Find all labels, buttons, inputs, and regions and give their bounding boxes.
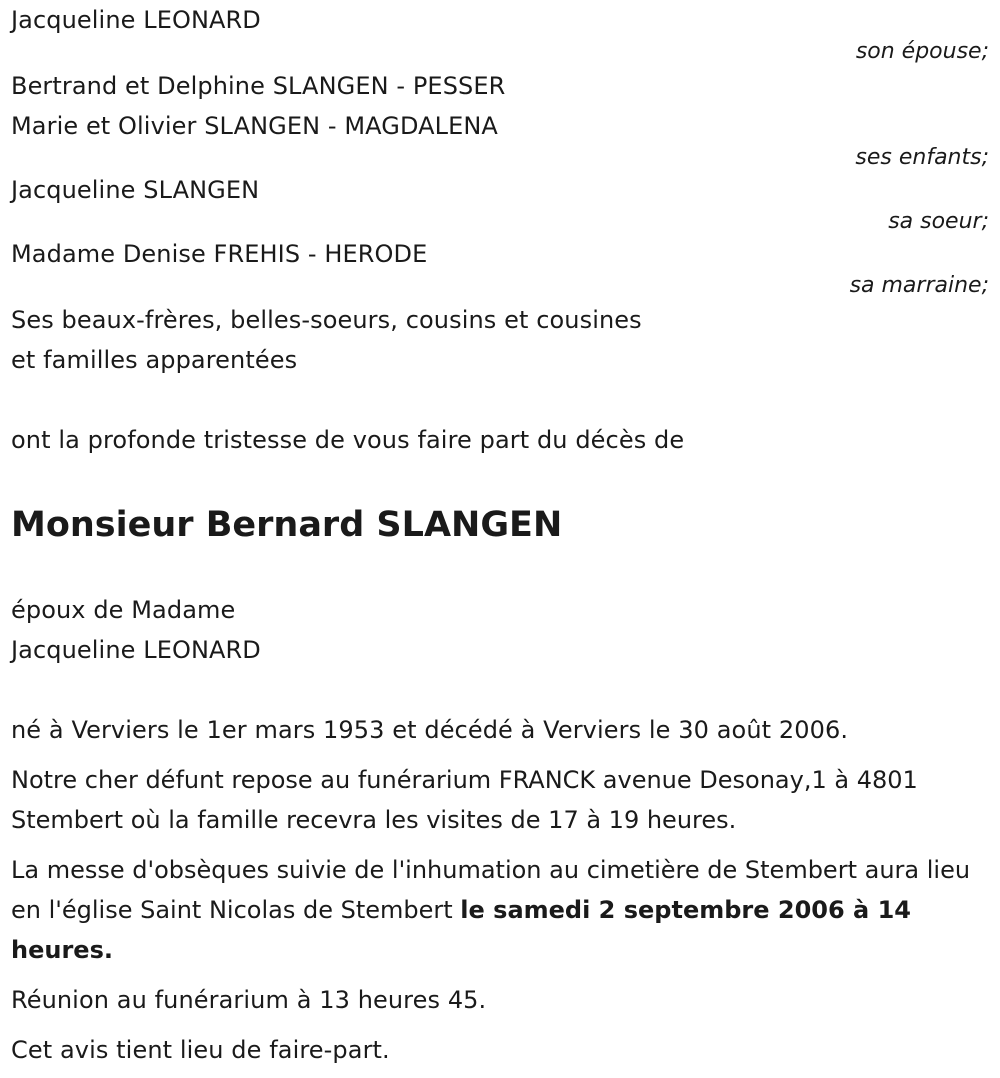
godmother-role: sa marraine;	[849, 273, 989, 298]
sister-name: Jacqueline SLANGEN	[11, 176, 260, 204]
child-line: Marie et Olivier SLANGEN - MAGDALENA	[11, 112, 498, 140]
children-role: ses enfants;	[855, 145, 989, 170]
rest-text: Notre cher défunt repose au funérarium FRANCK avenue Desonay,1 à 4801 Stembert où la famille recevra les visites de 17 à 19 heures.	[11, 766, 918, 834]
birth-death-text: né à Verviers le 1er mars 1953 et décédé à Verviers le 30 août 2006.	[11, 716, 849, 744]
deceased-name: Monsieur Bernard SLANGEN	[11, 505, 563, 545]
sister-role: sa soeur;	[888, 209, 989, 234]
meeting-text: Réunion au funérarium à 13 heures 45.	[11, 986, 487, 1014]
child-line: Bertrand et Delphine SLANGEN - PESSER	[11, 72, 506, 100]
mass-date: le samedi 2 septembre 2006 à 14 heures.	[11, 896, 911, 964]
announcement-text: ont la profonde tristesse de vous faire part du décès de	[11, 426, 685, 454]
spouse-of-line: Jacqueline LEONARD	[11, 636, 261, 664]
death-notice	[11, 0, 989, 1070]
godmother-name: Madame Denise FREHIS - HERODE	[11, 240, 428, 268]
spouse-role: son épouse;	[855, 39, 989, 64]
others-line: Ses beaux-frères, belles-soeurs, cousins et cousines	[11, 306, 642, 334]
mass-text	[11, 850, 989, 970]
others-line: et familles apparentées	[11, 346, 298, 374]
spouse-name: Jacqueline LEONARD	[11, 6, 261, 34]
notice-text: Cet avis tient lieu de faire-part.	[11, 1036, 390, 1064]
spouse-of-line: époux de Madame	[11, 596, 236, 624]
mass-description: La messe d'obsèques suivie de l'inhumation au cimetière de Stembert aura lieu en l'église Saint Nicolas de Stembert	[11, 856, 971, 924]
